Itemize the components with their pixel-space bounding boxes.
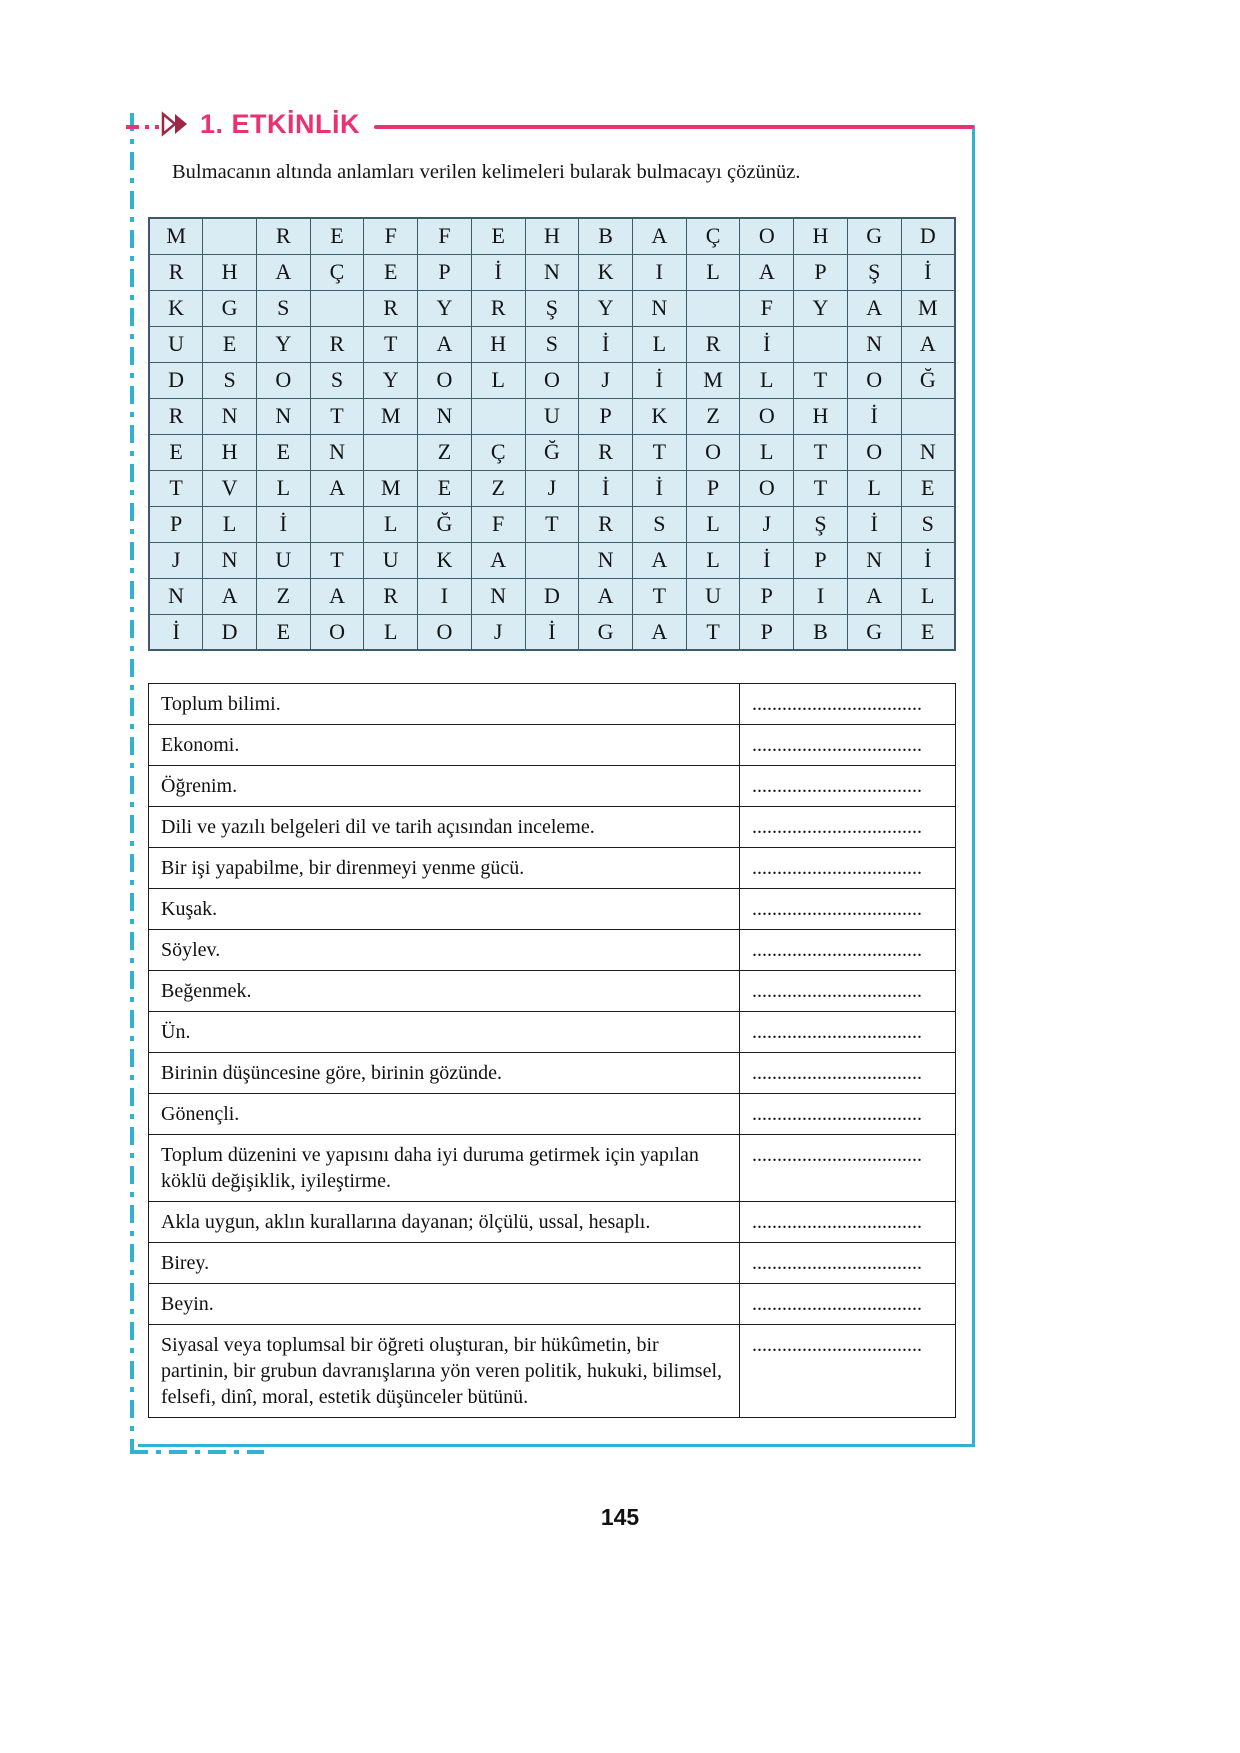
grid-cell: A — [310, 578, 364, 614]
grid-cell — [901, 398, 955, 434]
grid-cell: J — [471, 614, 525, 650]
grid-cell: Z — [256, 578, 310, 614]
grid-cell: L — [740, 434, 794, 470]
clue-text: Söylev. — [149, 930, 740, 971]
grid-cell: F — [740, 290, 794, 326]
grid-cell: A — [847, 578, 901, 614]
grid-cell: T — [794, 470, 848, 506]
grid-cell: İ — [471, 254, 525, 290]
grid-cell: U — [256, 542, 310, 578]
grid-cell: T — [525, 506, 579, 542]
grid-cell: İ — [579, 470, 633, 506]
answer-line: .................................. — [740, 848, 956, 889]
grid-cell: L — [686, 506, 740, 542]
grid-cell: P — [794, 254, 848, 290]
clue-text: Ün. — [149, 1012, 740, 1053]
clue-row — [149, 1202, 956, 1243]
grid-cell: G — [579, 614, 633, 650]
grid-row — [149, 434, 955, 470]
grid-cell: H — [203, 434, 257, 470]
grid-cell: H — [525, 218, 579, 254]
grid-cell: Ş — [525, 290, 579, 326]
clue-text: Beğenmek. — [149, 971, 740, 1012]
grid-cell: Y — [579, 290, 633, 326]
grid-cell: D — [203, 614, 257, 650]
grid-row — [149, 614, 955, 650]
grid-cell: A — [310, 470, 364, 506]
grid-cell: S — [632, 506, 686, 542]
frame-bottom-border — [138, 1444, 975, 1447]
grid-cell: İ — [632, 470, 686, 506]
clue-text: Siyasal veya toplumsal bir öğreti oluşturan, bir hükûmetin, bir partinin, bir grubun davranışlarına yön veren politik, hukuki, bilimsel, felsefi, dinî, moral, estetik düşünceler bütünü. — [149, 1325, 740, 1418]
grid-cell: T — [794, 434, 848, 470]
grid-cell: N — [418, 398, 472, 434]
grid-cell: E — [364, 254, 418, 290]
grid-cell: P — [149, 506, 203, 542]
clue-text: Birinin düşüncesine göre, birinin gözünde. — [149, 1053, 740, 1094]
grid-cell: N — [525, 254, 579, 290]
grid-cell: L — [364, 506, 418, 542]
grid-cell: L — [686, 254, 740, 290]
grid-cell: İ — [579, 326, 633, 362]
clue-row — [149, 1325, 956, 1418]
grid-cell: J — [525, 470, 579, 506]
grid-row — [149, 326, 955, 362]
grid-cell: G — [203, 290, 257, 326]
grid-cell: T — [632, 434, 686, 470]
grid-cell: A — [471, 542, 525, 578]
grid-cell: M — [901, 290, 955, 326]
grid-cell: A — [256, 254, 310, 290]
grid-cell: E — [901, 470, 955, 506]
grid-cell: P — [686, 470, 740, 506]
grid-cell: O — [740, 218, 794, 254]
answer-line: .................................. — [740, 807, 956, 848]
grid-cell: T — [364, 326, 418, 362]
clue-text: Birey. — [149, 1243, 740, 1284]
answer-line: .................................. — [740, 766, 956, 807]
left-dashed-border — [130, 113, 134, 1453]
clue-text: Kuşak. — [149, 889, 740, 930]
grid-cell: Ç — [686, 218, 740, 254]
grid-cell: H — [203, 254, 257, 290]
clue-text: Bir işi yapabilme, bir direnmeyi yenme gücü. — [149, 848, 740, 889]
clue-row — [149, 1135, 956, 1202]
grid-cell: G — [847, 614, 901, 650]
clue-text: Beyin. — [149, 1284, 740, 1325]
grid-cell: P — [418, 254, 472, 290]
grid-cell: T — [794, 362, 848, 398]
grid-cell: Z — [418, 434, 472, 470]
grid-cell: L — [901, 578, 955, 614]
grid-cell: S — [203, 362, 257, 398]
grid-cell: R — [149, 254, 203, 290]
grid-cell: V — [203, 470, 257, 506]
grid-cell: M — [149, 218, 203, 254]
grid-cell: R — [686, 326, 740, 362]
answer-line: .................................. — [740, 1094, 956, 1135]
clue-text: Ekonomi. — [149, 725, 740, 766]
grid-row — [149, 362, 955, 398]
grid-cell: M — [364, 398, 418, 434]
grid-cell: Ğ — [901, 362, 955, 398]
answer-line: .................................. — [740, 1325, 956, 1418]
grid-row — [149, 470, 955, 506]
answer-line: .................................. — [740, 889, 956, 930]
frame-right-border — [972, 125, 975, 1447]
answer-line: .................................. — [740, 1012, 956, 1053]
grid-cell: D — [149, 362, 203, 398]
grid-cell: İ — [740, 542, 794, 578]
grid-cell: D — [901, 218, 955, 254]
grid-row — [149, 542, 955, 578]
grid-cell: E — [203, 326, 257, 362]
answer-line: .................................. — [740, 1053, 956, 1094]
clue-row — [149, 1094, 956, 1135]
grid-cell: A — [203, 578, 257, 614]
grid-cell: N — [471, 578, 525, 614]
grid-cell: O — [525, 362, 579, 398]
grid-cell: S — [310, 362, 364, 398]
grid-cell — [686, 290, 740, 326]
grid-cell: F — [418, 218, 472, 254]
clue-text: Öğrenim. — [149, 766, 740, 807]
grid-cell: K — [632, 398, 686, 434]
clue-text: Gönençli. — [149, 1094, 740, 1135]
grid-cell: N — [256, 398, 310, 434]
grid-cell: U — [525, 398, 579, 434]
grid-cell: L — [686, 542, 740, 578]
clue-row — [149, 807, 956, 848]
grid-cell: A — [847, 290, 901, 326]
grid-cell: Ğ — [525, 434, 579, 470]
grid-cell: T — [310, 398, 364, 434]
grid-cell: S — [525, 326, 579, 362]
grid-cell: O — [740, 470, 794, 506]
grid-cell: T — [149, 470, 203, 506]
grid-cell: İ — [740, 326, 794, 362]
instruction-text: Bulmacanın altında anlamları verilen kelimeleri bularak bulmacayı çözünüz. — [172, 161, 801, 183]
grid-cell: O — [418, 614, 472, 650]
grid-cell: Ç — [310, 254, 364, 290]
grid-cell: J — [579, 362, 633, 398]
grid-row — [149, 398, 955, 434]
grid-cell — [310, 506, 364, 542]
word-search-grid — [148, 217, 956, 651]
clue-row — [149, 1012, 956, 1053]
grid-cell: L — [364, 614, 418, 650]
grid-cell: L — [256, 470, 310, 506]
grid-cell: R — [149, 398, 203, 434]
grid-cell: I — [632, 254, 686, 290]
grid-row — [149, 290, 955, 326]
grid-cell: İ — [256, 506, 310, 542]
grid-cell: Y — [418, 290, 472, 326]
grid-cell: J — [149, 542, 203, 578]
grid-cell: Ş — [794, 506, 848, 542]
clue-row — [149, 1284, 956, 1325]
clue-row — [149, 848, 956, 889]
grid-cell: N — [579, 542, 633, 578]
grid-cell: N — [901, 434, 955, 470]
grid-cell: L — [203, 506, 257, 542]
grid-cell: O — [310, 614, 364, 650]
grid-cell: L — [847, 470, 901, 506]
activity-title: 1. ETKİNLİK — [200, 109, 361, 139]
grid-cell: P — [579, 398, 633, 434]
grid-cell: R — [579, 434, 633, 470]
clue-text: Akla uygun, aklın kurallarına dayanan; ölçülü, ussal, hesaplı. — [149, 1202, 740, 1243]
grid-cell: I — [418, 578, 472, 614]
grid-cell: İ — [525, 614, 579, 650]
grid-cell — [364, 434, 418, 470]
grid-cell: O — [847, 362, 901, 398]
grid-cell: O — [686, 434, 740, 470]
grid-cell: R — [364, 578, 418, 614]
grid-cell: J — [740, 506, 794, 542]
grid-cell: İ — [149, 614, 203, 650]
grid-cell: E — [256, 434, 310, 470]
grid-cell: I — [794, 578, 848, 614]
grid-cell: İ — [847, 398, 901, 434]
grid-cell: N — [203, 542, 257, 578]
answer-line: .................................. — [740, 1284, 956, 1325]
grid-cell: K — [579, 254, 633, 290]
grid-cell — [310, 290, 364, 326]
grid-cell: Z — [471, 470, 525, 506]
grid-cell: E — [471, 218, 525, 254]
grid-cell: B — [579, 218, 633, 254]
grid-cell: T — [686, 614, 740, 650]
grid-cell: Ğ — [418, 506, 472, 542]
answer-line: .................................. — [740, 930, 956, 971]
grid-cell: A — [632, 614, 686, 650]
grid-cell: G — [847, 218, 901, 254]
grid-cell: Y — [794, 290, 848, 326]
bottom-dashed-border — [130, 1450, 264, 1454]
grid-cell: R — [256, 218, 310, 254]
clue-text: Toplum bilimi. — [149, 684, 740, 725]
grid-row — [149, 506, 955, 542]
grid-cell: L — [471, 362, 525, 398]
grid-cell: R — [471, 290, 525, 326]
grid-cell: A — [418, 326, 472, 362]
grid-cell: L — [740, 362, 794, 398]
grid-cell: N — [847, 326, 901, 362]
grid-cell: E — [310, 218, 364, 254]
grid-cell: F — [471, 506, 525, 542]
grid-cell — [794, 326, 848, 362]
grid-cell: İ — [847, 506, 901, 542]
grid-cell: K — [418, 542, 472, 578]
title-left-dash — [126, 125, 159, 129]
clue-text: Toplum düzenini ve yapısını daha iyi duruma getirmek için yapılan köklü değişiklik, iyileştirme. — [149, 1135, 740, 1202]
clues-table — [148, 683, 956, 1418]
grid-cell: O — [418, 362, 472, 398]
clue-row — [149, 684, 956, 725]
grid-cell: U — [686, 578, 740, 614]
grid-cell: R — [310, 326, 364, 362]
grid-cell: K — [149, 290, 203, 326]
grid-cell: S — [901, 506, 955, 542]
grid-cell: M — [364, 470, 418, 506]
grid-cell: H — [794, 398, 848, 434]
clue-row — [149, 725, 956, 766]
grid-cell: A — [579, 578, 633, 614]
answer-line: .................................. — [740, 1135, 956, 1202]
grid-cell: N — [203, 398, 257, 434]
grid-cell: E — [149, 434, 203, 470]
page-number: 145 — [600, 1504, 640, 1530]
double-arrow-icon — [160, 110, 194, 138]
clue-row — [149, 1053, 956, 1094]
grid-cell: E — [418, 470, 472, 506]
grid-cell: U — [149, 326, 203, 362]
grid-cell: Ç — [471, 434, 525, 470]
grid-row — [149, 254, 955, 290]
clue-row — [149, 971, 956, 1012]
grid-cell: Y — [364, 362, 418, 398]
grid-cell: E — [256, 614, 310, 650]
clue-row — [149, 930, 956, 971]
answer-line: .................................. — [740, 971, 956, 1012]
grid-cell: R — [579, 506, 633, 542]
grid-cell: N — [310, 434, 364, 470]
clue-row — [149, 889, 956, 930]
clue-row — [149, 1243, 956, 1284]
answer-line: .................................. — [740, 684, 956, 725]
grid-cell: P — [740, 614, 794, 650]
grid-cell: A — [901, 326, 955, 362]
grid-cell: E — [901, 614, 955, 650]
grid-cell: A — [632, 542, 686, 578]
grid-cell: U — [364, 542, 418, 578]
grid-cell: H — [794, 218, 848, 254]
grid-cell: N — [847, 542, 901, 578]
grid-cell — [471, 398, 525, 434]
answer-line: .................................. — [740, 1202, 956, 1243]
title-rule — [374, 125, 974, 129]
clue-row — [149, 766, 956, 807]
grid-cell: N — [149, 578, 203, 614]
grid-cell: N — [632, 290, 686, 326]
grid-cell: S — [256, 290, 310, 326]
grid-row — [149, 218, 955, 254]
grid-cell: M — [686, 362, 740, 398]
grid-cell: İ — [901, 254, 955, 290]
grid-cell: T — [632, 578, 686, 614]
grid-cell: Z — [686, 398, 740, 434]
grid-cell: L — [632, 326, 686, 362]
clue-text: Dili ve yazılı belgeleri dil ve tarih açısından inceleme. — [149, 807, 740, 848]
grid-cell — [525, 542, 579, 578]
answer-line: .................................. — [740, 725, 956, 766]
grid-cell: O — [740, 398, 794, 434]
grid-cell: B — [794, 614, 848, 650]
grid-cell — [203, 218, 257, 254]
grid-cell: F — [364, 218, 418, 254]
grid-cell: D — [525, 578, 579, 614]
grid-cell: A — [632, 218, 686, 254]
grid-cell: P — [794, 542, 848, 578]
grid-cell: Ş — [847, 254, 901, 290]
grid-cell: T — [310, 542, 364, 578]
grid-cell: A — [740, 254, 794, 290]
grid-row — [149, 578, 955, 614]
grid-cell: O — [847, 434, 901, 470]
grid-cell: Y — [256, 326, 310, 362]
grid-cell: İ — [632, 362, 686, 398]
grid-cell: R — [364, 290, 418, 326]
grid-cell: O — [256, 362, 310, 398]
grid-cell: H — [471, 326, 525, 362]
grid-cell: İ — [901, 542, 955, 578]
grid-cell: P — [740, 578, 794, 614]
answer-line: .................................. — [740, 1243, 956, 1284]
